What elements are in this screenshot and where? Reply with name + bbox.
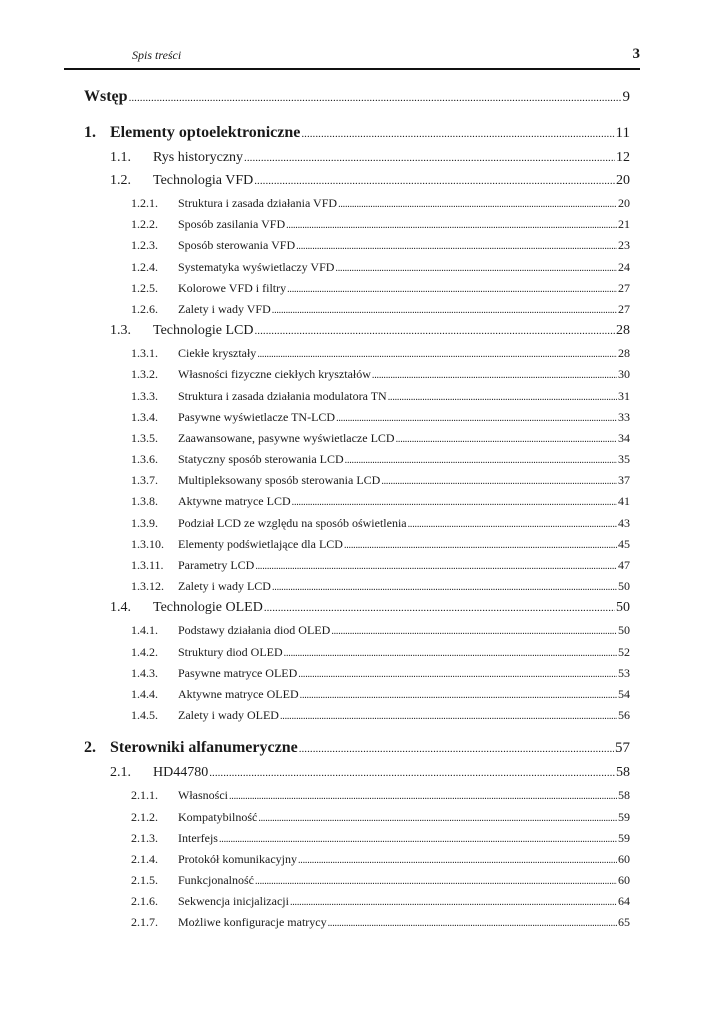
dot-leader (408, 519, 617, 530)
toc-entry-title: Pasywne wyświetlacze TN-LCD (178, 409, 336, 424)
toc-entry-page: 50 (618, 623, 630, 638)
toc-entry-page: 9 (622, 89, 630, 105)
toc-subsection-entry[interactable] (84, 367, 630, 388)
running-title: Spis treści (132, 48, 182, 62)
toc-subsection-entry[interactable] (84, 687, 630, 708)
toc-entry-title: Możliwe konfiguracje matrycy (178, 915, 327, 930)
dot-leader (257, 349, 617, 360)
toc-subsection-entry[interactable] (84, 431, 630, 452)
toc-entry-page: 33 (618, 409, 630, 424)
toc-entry-number: 2.1. (110, 765, 131, 781)
toc-entry-title: Struktura i zasada działania VFD (178, 196, 338, 210)
dot-leader (300, 690, 617, 701)
toc-entry-title: Rys historyczny (153, 150, 244, 165)
dot-leader (299, 743, 614, 755)
toc-entry-number: 1.3.11. (131, 558, 164, 572)
toc-entry-title: Technologie LCD (153, 323, 254, 339)
dot-leader (255, 561, 617, 572)
dot-leader (298, 669, 617, 680)
toc-entry-title: Sterowniki alfanumeryczne (110, 739, 298, 757)
toc-entry-page: 59 (618, 830, 630, 845)
toc-subsection-entry[interactable] (84, 452, 630, 473)
toc-entry-number: 1.2.5. (131, 280, 158, 295)
toc-entry-number: 1.3.9. (131, 515, 158, 530)
toc-subsection-entry[interactable] (84, 558, 630, 579)
toc-entry-page: 34 (618, 430, 630, 445)
toc-subsection-entry[interactable] (84, 623, 630, 644)
dot-leader (331, 626, 617, 637)
toc-entry-title: Funkcjonalność (178, 873, 254, 888)
toc-subsection-entry[interactable] (84, 238, 630, 259)
toc-entry-title: Struktura i zasada działania modulatora TN (178, 388, 387, 403)
toc-entry-page: 41 (618, 494, 630, 509)
dot-leader (345, 455, 617, 466)
toc-entry-page: 28 (616, 323, 630, 339)
dot-leader (290, 897, 617, 908)
dot-leader (381, 476, 617, 487)
toc-entry-title: Elementy podświetlające dla LCD (178, 536, 343, 551)
toc-subsection-entry[interactable] (84, 831, 630, 852)
toc-entry-title: Interfejs (178, 830, 218, 845)
toc-entry-number: 2. (84, 739, 96, 757)
toc-entry-number: 1.4. (110, 600, 131, 616)
toc-entry-number: 1.3.7. (131, 473, 158, 488)
page-header (64, 46, 640, 70)
dot-leader (272, 582, 617, 593)
toc-entry-number: 2.1.6. (131, 894, 158, 909)
toc-entry-title: Parametry LCD (178, 558, 255, 572)
toc-subsection-entry[interactable] (84, 708, 630, 729)
toc-subsection-entry[interactable] (84, 281, 630, 302)
toc-entry-page: 35 (618, 452, 630, 467)
dot-leader (328, 918, 617, 929)
toc-chapter-entry[interactable] (84, 124, 630, 150)
toc-entry-number: 1.3.8. (131, 494, 158, 509)
toc-entry-number: 1.2.6. (131, 301, 158, 316)
toc-subsection-entry[interactable] (84, 494, 630, 515)
toc-subsection-entry[interactable] (84, 579, 630, 600)
toc-entry-page: 12 (616, 150, 630, 165)
toc-entry-number: 1.3.5. (131, 430, 158, 445)
toc-subsection-entry[interactable] (84, 852, 630, 873)
toc-entry-title: Kolorowe VFD i filtry (178, 280, 287, 295)
dot-leader (292, 497, 617, 508)
toc-entry-title: Systematyka wyświetlaczy VFD (178, 259, 335, 274)
toc-entry-title: Elementy optoelektroniczne (110, 124, 301, 141)
toc-entry-page: 53 (618, 665, 630, 680)
toc-entry-title: HD44780 (153, 765, 209, 781)
toc-entry-title: Kompatybilność (178, 809, 258, 824)
toc-subsection-entry[interactable] (84, 788, 630, 809)
toc-entry-number: 1.2. (110, 173, 131, 188)
toc-entry-page: 58 (618, 788, 630, 803)
toc-entry-number: 1.2.4. (131, 259, 158, 274)
dot-leader (280, 711, 617, 722)
dot-leader (254, 175, 615, 187)
toc-subsection-entry[interactable] (84, 645, 630, 666)
toc-section-entry[interactable] (84, 765, 630, 788)
toc-entry-title: Statyczny sposób sterowania LCD (178, 452, 344, 467)
toc-section-entry[interactable] (84, 323, 630, 346)
toc-entry-number: 1.3.12. (131, 579, 164, 594)
toc-entry-number: 1.2.3. (131, 238, 158, 253)
dot-leader (336, 413, 617, 424)
dot-leader (264, 602, 615, 614)
toc-entry-page: 57 (615, 740, 630, 757)
toc-entry-page: 45 (618, 536, 630, 551)
toc-entry-title: Aktywne matryce OLED (178, 686, 299, 701)
toc-entry-number: 1.4.2. (131, 644, 158, 659)
toc-entry-number: 1.3.3. (131, 388, 158, 403)
dot-leader (209, 767, 615, 779)
toc-entry-page: 30 (618, 367, 630, 382)
dot-leader (388, 392, 617, 403)
toc-entry-page: 54 (618, 686, 630, 701)
toc-entry-number: 1.2.1. (131, 196, 158, 210)
toc-entry-title: Wstęp (84, 88, 128, 105)
toc-subsection-entry[interactable] (84, 410, 630, 431)
dot-leader (244, 152, 615, 164)
toc-entry-number: 2.1.5. (131, 873, 158, 888)
toc-entry-page: 23 (618, 238, 630, 253)
toc-entry-title: Technologia VFD (153, 173, 254, 188)
dot-leader (219, 834, 617, 845)
toc-entry-title: Sposób sterowania VFD (178, 238, 296, 253)
toc-entry-page: 60 (618, 851, 630, 866)
toc-entry-title: Struktury diod OLED (178, 644, 283, 659)
dot-leader (338, 199, 617, 210)
toc-entry-page: 52 (618, 644, 630, 659)
toc-entry-number: 1.4.4. (131, 686, 158, 701)
toc-subsection-entry[interactable] (84, 810, 630, 831)
toc-entry-page: 37 (618, 473, 630, 488)
toc-subsection-entry[interactable] (84, 516, 630, 537)
toc-entry-title: Własności (178, 788, 228, 803)
toc-entry-number: 2.1.2. (131, 809, 158, 824)
toc-subsection-entry[interactable] (84, 196, 630, 217)
dot-leader (287, 284, 617, 295)
toc-entry-page: 47 (618, 558, 630, 572)
toc-subsection-entry[interactable] (84, 389, 630, 410)
dot-leader (129, 92, 622, 104)
toc-subsection-entry[interactable] (84, 302, 630, 323)
dot-leader (344, 540, 617, 551)
toc-entry-title: Protokół komunikacyjny (178, 851, 297, 866)
toc-entry-title: Podział LCD ze względu na sposób oświetlenia (178, 515, 407, 530)
toc-entry-number: 1.3. (110, 323, 131, 339)
toc-entry-title: Sposób zasilania VFD (178, 217, 286, 232)
dot-leader (396, 434, 617, 445)
dot-leader (298, 855, 617, 866)
toc-entry-title: Podstawy działania diod OLED (178, 623, 331, 638)
toc-entry-number: 1.4.3. (131, 665, 158, 680)
toc-entry-page: 31 (618, 388, 630, 403)
toc-subsection-entry[interactable] (84, 260, 630, 281)
dot-leader (255, 876, 617, 887)
toc-entry-title: Zaawansowane, pasywne wyświetlacze LCD (178, 430, 395, 445)
toc-section-entry[interactable] (84, 150, 630, 173)
toc-entry-page: 27 (618, 301, 630, 316)
dot-leader (258, 813, 617, 824)
toc-entry-page: 60 (618, 873, 630, 888)
table-of-contents (84, 88, 630, 937)
dot-leader (272, 305, 617, 316)
toc-entry-page: 21 (618, 217, 630, 232)
toc-entry-number: 1.2.2. (131, 217, 158, 232)
toc-entry-page: 11 (615, 125, 630, 141)
toc-entry-number: 1.3.4. (131, 409, 158, 424)
toc-entry-page: 43 (618, 515, 630, 530)
toc-subsection-entry[interactable] (84, 346, 630, 367)
toc-subsection-entry[interactable] (84, 473, 630, 494)
toc-entry-number: 2.1.1. (131, 788, 158, 803)
toc-entry-number: 1. (84, 124, 96, 141)
toc-subsection-entry[interactable] (84, 537, 630, 558)
toc-entry-page: 20 (618, 196, 630, 210)
toc-entry-title: Sekwencja inicjalizacji (178, 894, 289, 909)
dot-leader (301, 128, 614, 140)
toc-entry-page: 56 (618, 708, 630, 723)
toc-entry-title: Pasywne matryce OLED (178, 665, 298, 680)
toc-entry-title: Multipleksowany sposób sterowania LCD (178, 473, 381, 488)
dot-leader (335, 263, 617, 274)
toc-entry-page: 50 (618, 579, 630, 594)
toc-entry-page: 24 (618, 259, 630, 274)
page-number: 3 (632, 46, 640, 62)
dot-leader (255, 325, 616, 337)
toc-entry-page: 20 (616, 173, 630, 188)
toc-entry-number: 1.4.5. (131, 708, 158, 723)
toc-entry-page: 58 (616, 765, 630, 781)
dot-leader (229, 791, 617, 802)
dot-leader (286, 220, 617, 231)
toc-section-entry[interactable] (84, 173, 630, 196)
dot-leader (284, 648, 617, 659)
toc-subsection-entry[interactable] (84, 915, 630, 936)
toc-entry-number: 1.3.10. (131, 536, 164, 551)
dot-leader (296, 241, 617, 252)
toc-entry-number: 2.1.3. (131, 830, 158, 845)
toc-entry-title: Zalety i wady OLED (178, 708, 279, 723)
toc-entry-title: Zalety i wady LCD (178, 579, 271, 594)
toc-entry-page: 64 (618, 894, 630, 909)
toc-entry-page: 27 (618, 280, 630, 295)
toc-subsection-entry[interactable] (84, 217, 630, 238)
toc-entry-number: 2.1.7. (131, 915, 158, 930)
toc-entry-number: 1.1. (110, 150, 131, 165)
toc-subsection-entry[interactable] (84, 894, 630, 915)
toc-chapter-entry[interactable] (84, 88, 630, 114)
toc-entry-number: 1.4.1. (131, 623, 158, 638)
toc-entry-title: Aktywne matryce LCD (178, 494, 291, 509)
toc-subsection-entry[interactable] (84, 666, 630, 687)
toc-entry-title: Własności fizyczne ciekłych kryształów (178, 367, 371, 382)
toc-entry-page: 50 (616, 600, 630, 616)
toc-entry-title: Zalety i wady VFD (178, 301, 271, 316)
toc-entry-number: 1.3.2. (131, 367, 158, 382)
toc-chapter-entry[interactable] (84, 739, 630, 765)
toc-entry-number: 1.3.6. (131, 452, 158, 467)
dot-leader (372, 370, 617, 381)
toc-entry-title: Technologie OLED (153, 600, 263, 616)
toc-section-entry[interactable] (84, 600, 630, 623)
toc-entry-title: Ciekłe kryształy (178, 346, 257, 361)
toc-entry-page: 28 (618, 346, 630, 361)
toc-entry-page: 59 (618, 809, 630, 824)
toc-entry-number: 1.3.1. (131, 346, 158, 361)
toc-entry-number: 2.1.4. (131, 851, 158, 866)
toc-entry-page: 65 (618, 915, 630, 930)
toc-subsection-entry[interactable] (84, 873, 630, 894)
